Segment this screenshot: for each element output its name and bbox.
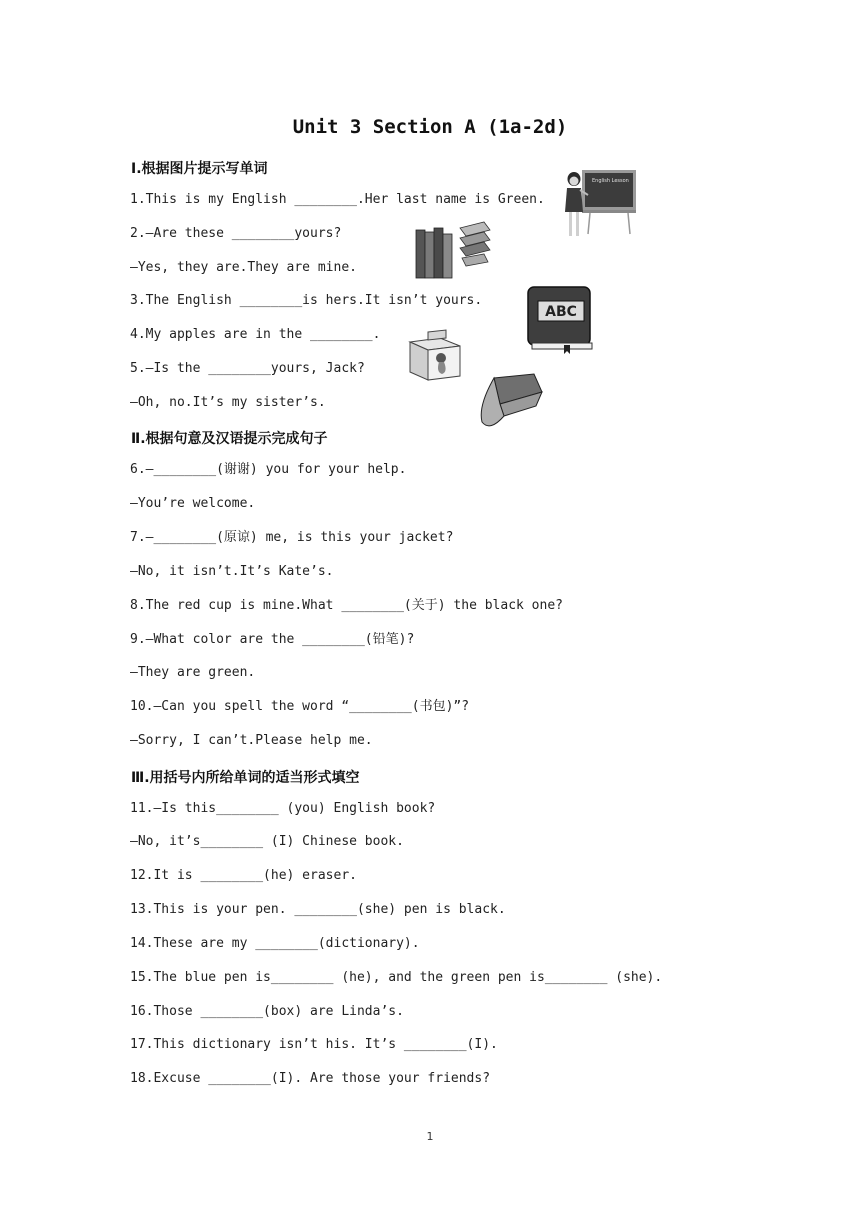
question-line: 12.It is ________(he) eraser. <box>130 868 357 883</box>
teacher-at-blackboard-icon <box>558 168 640 240</box>
question-line: —No, it’s________ (I) Chinese book. <box>130 834 404 849</box>
page-title: Unit 3 Section A (1a-2d) <box>292 116 568 138</box>
question-line: —You’re welcome. <box>130 496 256 511</box>
question-line: 2.—Are these ________yours? <box>130 226 342 241</box>
question-line: 4.My apples are in the ________. <box>130 327 381 342</box>
question-line: 15.The blue pen is________ (he), and the green pen is________ (she). <box>130 970 663 985</box>
question-line: —Oh, no.It’s my sister’s. <box>130 395 326 410</box>
question-line: 5.—Is the ________yours, Jack? <box>130 361 365 376</box>
question-line: 6.—________(谢谢) you for your help. <box>130 462 407 477</box>
question-line: 14.These are my ________(dictionary). <box>130 936 420 951</box>
section-heading-1: Ⅰ.根据图片提示写单词 <box>131 161 268 177</box>
question-line: —Sorry, I can’t.Please help me. <box>130 733 373 748</box>
svg-text:English Lesson: English Lesson <box>592 178 629 184</box>
question-line: 7.—________(原谅) me, is this your jacket? <box>130 530 454 545</box>
section-heading-2: Ⅱ.根据句意及汉语提示完成句子 <box>131 431 328 447</box>
question-line: 3.The English ________is hers.It isn’t yours. <box>130 293 483 308</box>
question-line: —Yes, they are.They are mine. <box>130 260 357 275</box>
box-icon <box>406 328 464 384</box>
svg-text:ABC: ABC <box>545 304 577 320</box>
question-line: 10.—Can you spell the word “________(书包)”? <box>130 699 470 714</box>
question-line: —No, it isn’t.It’s Kate’s. <box>130 564 334 579</box>
question-line: 1.This is my English ________.Her last name is Green. <box>130 192 545 207</box>
question-line: 16.Those ________(box) are Linda’s. <box>130 1004 404 1019</box>
abc-dictionary-icon <box>526 285 594 355</box>
question-line: —They are green. <box>130 665 256 680</box>
question-line: 8.The red cup is mine.What ________(关于) the black one? <box>130 598 563 613</box>
question-line: 11.—Is this________ (you) English book? <box>130 801 436 816</box>
question-line: 18.Excuse ________(I). Are those your friends? <box>130 1071 491 1086</box>
question-line: 17.This dictionary isn’t his. It’s ________(I). <box>130 1037 498 1052</box>
page-number: 1 <box>426 1130 434 1143</box>
question-line: 9.—What color are the ________(铅笔)? <box>130 632 415 647</box>
question-line: 13.This is your pen. ________(she) pen is black. <box>130 902 506 917</box>
section-heading-3: Ⅲ.用括号内所给单词的适当形式填空 <box>131 770 360 786</box>
eraser-icon <box>476 370 546 436</box>
stack-of-books-icon <box>412 220 494 282</box>
